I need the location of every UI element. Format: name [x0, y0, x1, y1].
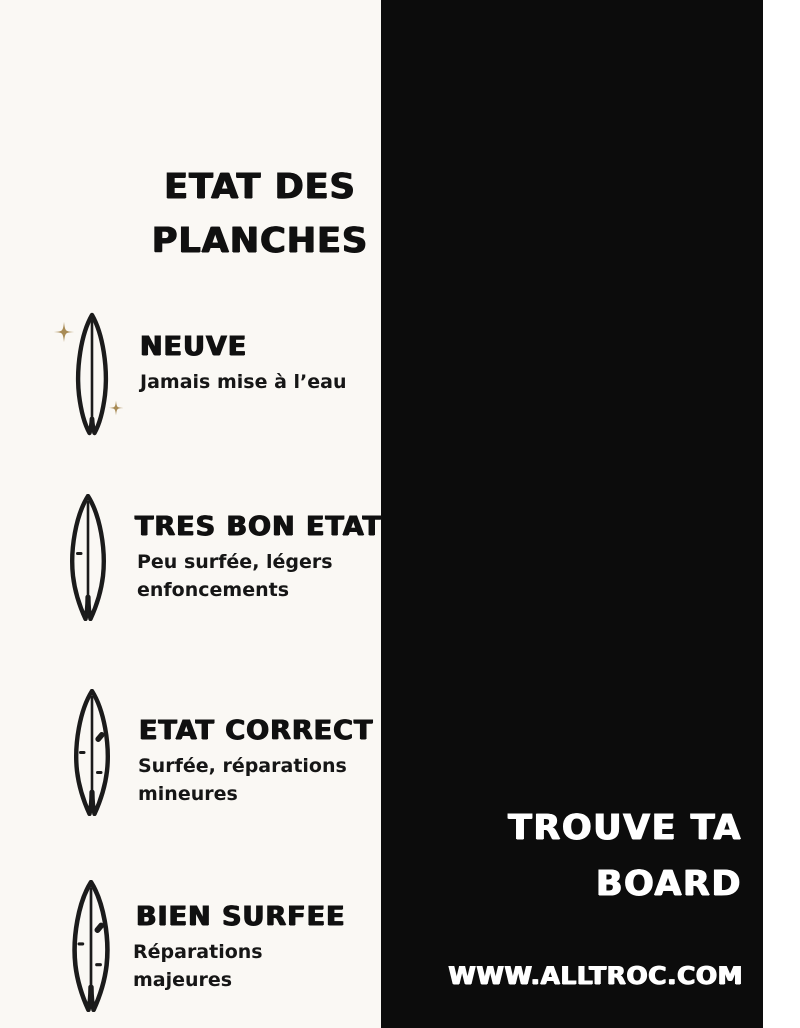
website-url: WWW.ALLTROC.COM [448, 961, 743, 990]
condition-description: Surfée, réparations mineures [138, 755, 347, 805]
right-margin-strip [763, 0, 800, 1028]
condition-name: NEUVE [140, 331, 248, 362]
surfboard-major-repairs-icon [68, 880, 114, 1012]
condition-description: Jamais mise à l’eau [140, 371, 347, 393]
title-line-2: PLANCHES [151, 221, 369, 261]
condition-item-neuve [0, 310, 381, 492]
condition-item-etat-correct [0, 694, 381, 880]
surfboard-minor-repairs-icon [70, 689, 114, 816]
sparkle-icon [108, 400, 124, 416]
brand-headline [412, 800, 742, 912]
condition-description: Peu surfée, légers enfoncements [137, 551, 333, 601]
surfboard-new-icon [72, 312, 112, 438]
condition-name: TRES BON ETAT [135, 511, 383, 542]
page-title [140, 160, 380, 268]
condition-name: BIEN SURFEE [136, 901, 346, 932]
sparkle-icon [53, 321, 75, 343]
headline-line-2: BOARD [595, 864, 742, 904]
condition-name: ETAT CORRECT [139, 715, 374, 746]
surfboard-light-wear-icon [66, 494, 110, 621]
headline-line-1: TROUVE TA [508, 808, 742, 848]
condition-item-tres-bon-etat [0, 492, 381, 692]
condition-item-bien-surfee [0, 880, 381, 1028]
title-line-1: ETAT DES [164, 167, 356, 207]
condition-description: Réparations majeures [133, 941, 263, 991]
